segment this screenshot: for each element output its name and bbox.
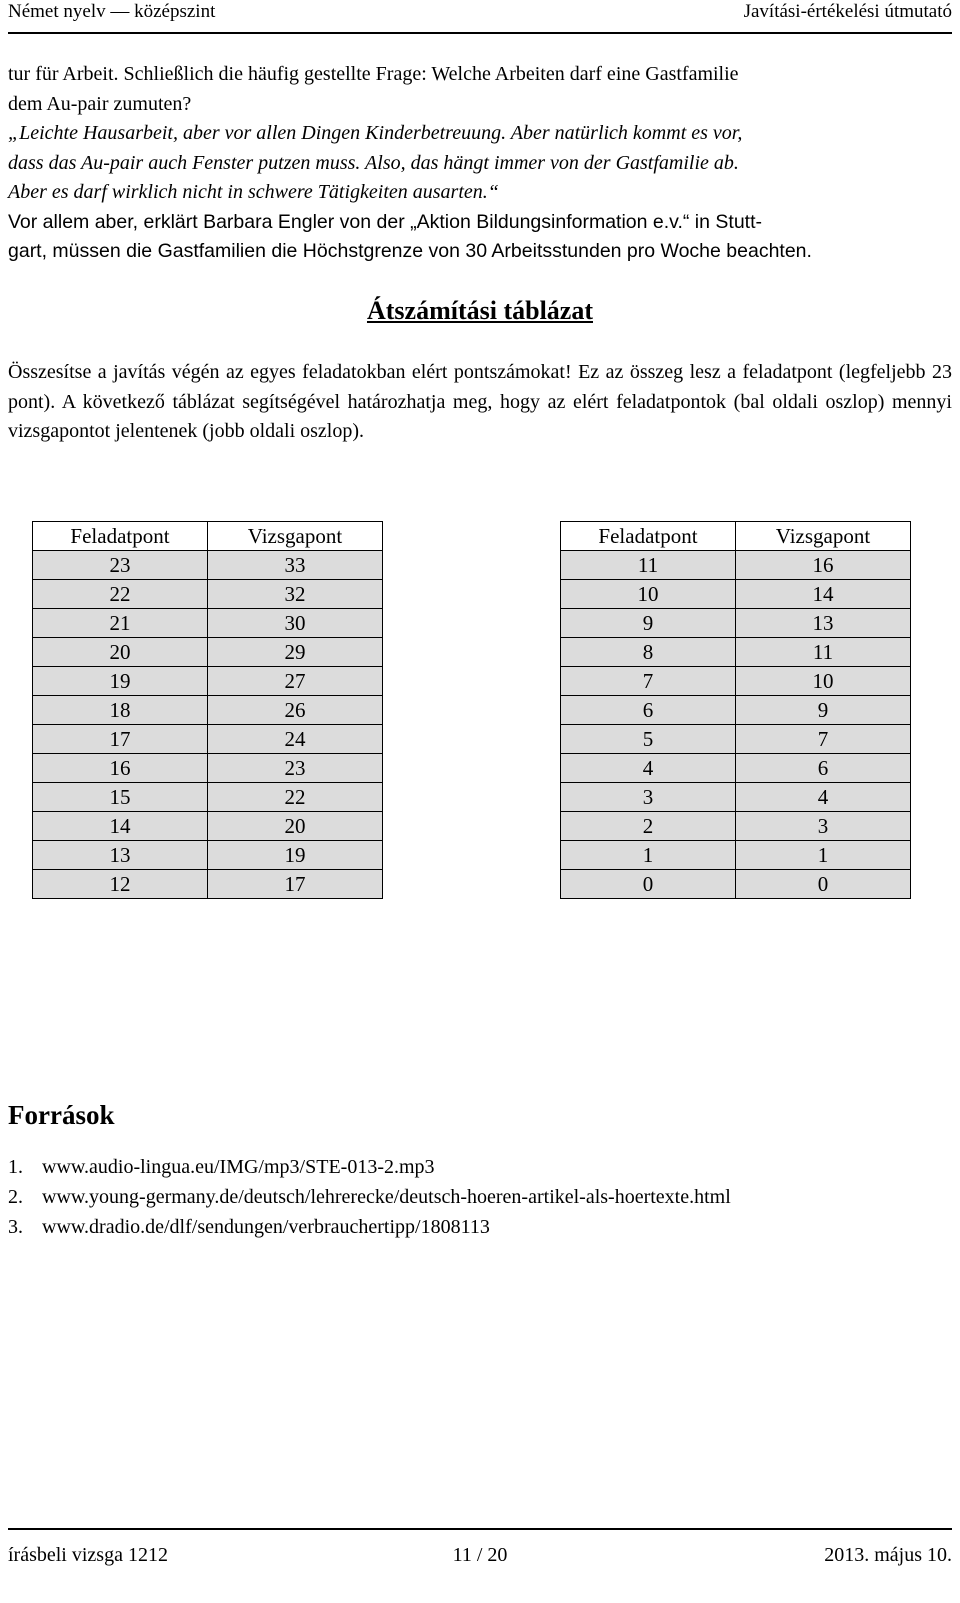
feladatpont-cell: 16 [33,754,208,783]
feladatpont-cell: 23 [33,551,208,580]
feladatpont-cell: 19 [33,667,208,696]
feladatpont-cell: 5 [561,725,736,754]
source-item [8,1212,731,1242]
column-header-feladatpont: Feladatpont [33,522,208,551]
table-row [33,696,383,725]
feladatpont-cell: 20 [33,638,208,667]
table-row [561,783,911,812]
footer-exam-code: írásbeli vizsga 1212 [8,1544,168,1566]
feladatpont-cell: 9 [561,609,736,638]
vizsgapont-cell: 13 [736,609,911,638]
feladatpont-cell: 4 [561,754,736,783]
table-row [33,667,383,696]
feladatpont-cell: 6 [561,696,736,725]
table-row [33,812,383,841]
table-header-row [33,522,383,551]
vizsgapont-cell: 14 [736,580,911,609]
table-row [561,638,911,667]
feladatpont-cell: 22 [33,580,208,609]
quote-line: „Leichte Hausarbeit, aber vor allen Dingen Kinderbetreuung. Aber natürlich kommt es vor, [8,122,743,144]
vizsgapont-cell: 27 [208,667,383,696]
instructions-text: Összesítse a javítás végén az egyes feladatokban elért pontszámokat! Ez az összeg lesz a feladatpont (legfeljebb 23 pont). A következő táblázat segítségével határozhatja meg, hogy az elért feladatpontok (bal oldali oszlop) mennyi vizsgapontot jelentenek (jobb oldali oszlop). [8,361,952,442]
table-row [561,754,911,783]
table-header-row [561,522,911,551]
vizsgapont-cell: 20 [208,812,383,841]
vizsgapont-cell: 0 [736,870,911,899]
source-item [8,1182,731,1212]
vizsgapont-cell: 19 [208,841,383,870]
table-row [561,812,911,841]
intro-line: dem Au-pair zumuten? [8,92,192,115]
feladatpont-cell: 7 [561,667,736,696]
feladatpont-cell: 11 [561,551,736,580]
sources-title: Források [8,1100,115,1130]
feladatpont-cell: 10 [561,580,736,609]
article-paragraph [8,60,952,267]
source-number: 1. [8,1156,23,1178]
column-header-vizsgapont: Vizsgapont [736,522,911,551]
vizsgapont-cell: 16 [736,551,911,580]
intro-line: tur für Arbeit. Schließlich die häufig gestellte Frage: Welche Arbeiten darf eine Gastfamilie [8,63,739,85]
source-link[interactable]: www.young-germany.de/deutsch/lehrerecke/deutsch-hoeren-artikel-als-hoertexte.html [42,1186,731,1208]
table-row [561,870,911,899]
vizsgapont-cell: 7 [736,725,911,754]
feladatpont-cell: 21 [33,609,208,638]
vizsgapont-cell: 29 [208,638,383,667]
header-divider [8,32,952,34]
column-header-feladatpont: Feladatpont [561,522,736,551]
vizsgapont-cell: 11 [736,638,911,667]
feladatpont-cell: 17 [33,725,208,754]
feladatpont-cell: 8 [561,638,736,667]
page-footer [8,1544,952,1570]
table-row [33,609,383,638]
vizsgapont-cell: 3 [736,812,911,841]
header-subject: Német nyelv — középszint [8,1,216,22]
table-row [33,754,383,783]
closing-line: Vor allem aber, erklärt Barbara Engler von der „Aktion Bildungsinformation e.v.“ in Stutt- [8,210,762,233]
table-row [33,783,383,812]
quote-line: Aber es darf wirklich nicht in schwere Tätigkeiten ausarten.“ [8,181,499,203]
source-item [8,1152,731,1182]
vizsgapont-cell: 24 [208,725,383,754]
vizsgapont-cell: 32 [208,580,383,609]
source-number: 3. [8,1216,23,1238]
source-link[interactable]: www.dradio.de/dlf/sendungen/verbrauchertipp/1808113 [42,1216,490,1238]
sources-list [8,1152,731,1242]
table-row [561,725,911,754]
feladatpont-cell: 15 [33,783,208,812]
vizsgapont-cell: 10 [736,667,911,696]
footer-page-number: 11 / 20 [452,1544,508,1566]
table-row [561,609,911,638]
feladatpont-cell: 2 [561,812,736,841]
source-number: 2. [8,1186,23,1208]
vizsgapont-cell: 9 [736,696,911,725]
footer-divider [8,1528,952,1530]
table-row [561,696,911,725]
feladatpont-cell: 3 [561,783,736,812]
table-row [561,580,911,609]
feladatpont-cell: 13 [33,841,208,870]
quote-line: dass das Au-pair auch Fenster putzen muss. Also, das hängt immer von der Gastfamilie ab. [8,151,739,174]
vizsgapont-cell: 1 [736,841,911,870]
header-doc-type: Javítási-értékelési útmutató [743,1,952,22]
conversion-table-right [560,521,911,899]
vizsgapont-cell: 23 [208,754,383,783]
table-row [33,580,383,609]
vizsgapont-cell: 33 [208,551,383,580]
feladatpont-cell: 14 [33,812,208,841]
table-row [561,551,911,580]
vizsgapont-cell: 30 [208,609,383,638]
page-header [8,0,952,26]
table-row [33,841,383,870]
table-row [33,638,383,667]
vizsgapont-cell: 17 [208,870,383,899]
vizsgapont-cell: 26 [208,696,383,725]
closing-line: gart, müssen die Gastfamilien die Höchstgrenze von 30 Arbeitsstunden pro Woche beachten. [8,240,812,262]
vizsgapont-cell: 4 [736,783,911,812]
feladatpont-cell: 0 [561,870,736,899]
table-row [33,551,383,580]
column-header-vizsgapont: Vizsgapont [208,522,383,551]
table-row [561,841,911,870]
source-link[interactable]: www.audio-lingua.eu/IMG/mp3/STE-013-2.mp3 [42,1156,435,1178]
footer-date: 2013. május 10. [824,1544,953,1566]
table-row [561,667,911,696]
table-row [33,870,383,899]
vizsgapont-cell: 22 [208,783,383,812]
feladatpont-cell: 18 [33,696,208,725]
feladatpont-cell: 12 [33,870,208,899]
table-row [33,725,383,754]
vizsgapont-cell: 6 [736,754,911,783]
conversion-table-left [32,521,383,899]
feladatpont-cell: 1 [561,841,736,870]
section-title: Átszámítási táblázat [366,296,593,325]
